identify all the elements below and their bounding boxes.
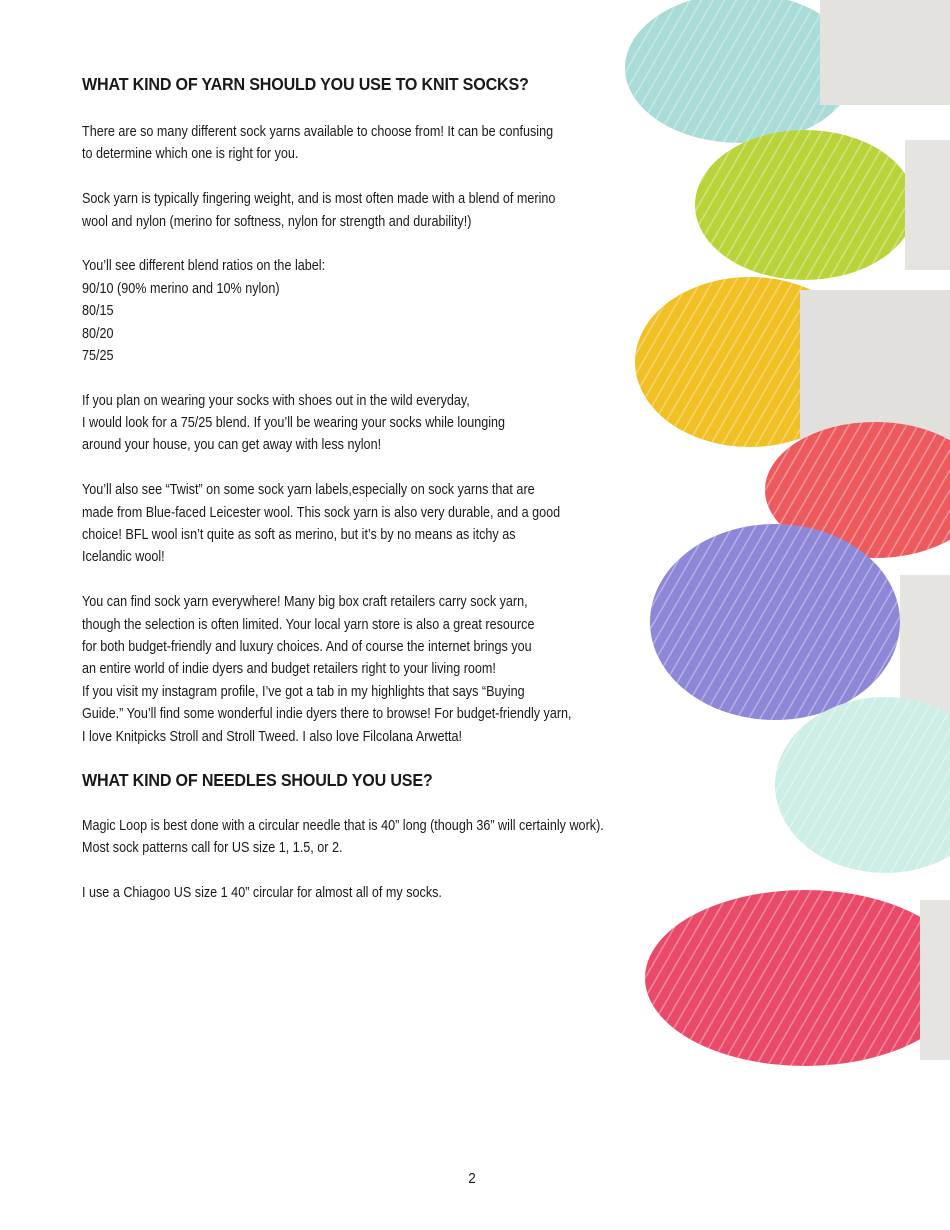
skein-yellow (635, 277, 950, 447)
body-text-line: If you plan on wearing your socks with shoes out in the wild everyday, (82, 391, 470, 409)
body-text-line: 75/25 (82, 346, 114, 364)
section-heading-needles: WHAT KIND OF NEEDLES SHOULD YOU USE? (82, 769, 433, 790)
body-text-line: I use a Chiagoo US size 1 40” circular for almost all of my socks. (82, 884, 442, 902)
body-text-line: Magic Loop is best done with a circular needle that is 40” long (though 36” will certainly work). (82, 816, 604, 834)
body-text-line: Icelandic wool! (82, 548, 165, 566)
skein-mint (625, 0, 950, 143)
page-number: 2 (468, 1170, 476, 1187)
body-text-line: an entire world of indie dyers and budget retailers right to your living room! (82, 660, 496, 678)
body-text-line: There are so many different sock yarns available to choose from! It can be confusing (82, 123, 554, 140)
body-text-line: 90/10 (90% merino and 10% nylon) (82, 279, 280, 297)
body-text-line: 80/15 (82, 302, 114, 320)
body-text-line: choice! BFL wool isn’t quite as soft as merino, but it’s by no means as itchy as (82, 526, 516, 544)
body-text-line: 80/20 (82, 324, 114, 342)
body-text-line: You’ll see different blend ratios on the label: (82, 257, 326, 275)
body-text-line: Sock yarn is typically fingering weight, and is most often made with a blend of merino (82, 190, 556, 208)
body-text-line: made from Blue-faced Leicester wool. This sock yarn is also very durable, and a good (82, 503, 561, 521)
body-text-line: I would look for a 75/25 blend. If you’ll be wearing your socks while lounging (82, 414, 506, 432)
body-text-line: for both budget-friendly and luxury choices. And of course the internet brings you (82, 637, 532, 655)
body-text-line: You’ll also see “Twist” on some sock yarn labels,especially on sock yarns that are (82, 481, 535, 499)
skein-lime (695, 130, 950, 280)
body-text-line: around your house, you can get away with less nylon! (82, 436, 382, 454)
body-text-line: though the selection is often limited. Your local yarn store is also a great resource (82, 615, 535, 633)
yarn-skeins-photo (620, 0, 950, 1070)
body-text-line: You can find sock yarn everywhere! Many big box craft retailers carry sock yarn, (82, 593, 528, 611)
body-text-line: wool and nylon (merino for softness, nylon for strength and durability!) (82, 212, 472, 230)
section-heading-yarn: WHAT KIND OF YARN SHOULD YOU USE TO KNIT SOCKS? (82, 74, 529, 94)
body-text-line: Guide.” You’ll find some wonderful indie dyers there to browse! For budget-friendly yarn, (82, 705, 572, 723)
body-text-line: to determine which one is right for you. (82, 145, 299, 163)
skein-pink-multi (645, 890, 950, 1066)
body-text-line: Most sock patterns call for US size 1, 1.5, or 2. (82, 839, 343, 857)
body-text-line: If you visit my instagram profile, I’ve got a tab in my highlights that says “Buying (82, 682, 525, 700)
body-text-line: I love Knitpicks Stroll and Stroll Tweed. I also love Filcolana Arwetta! (82, 727, 463, 745)
skein-pale-aqua (775, 697, 950, 873)
